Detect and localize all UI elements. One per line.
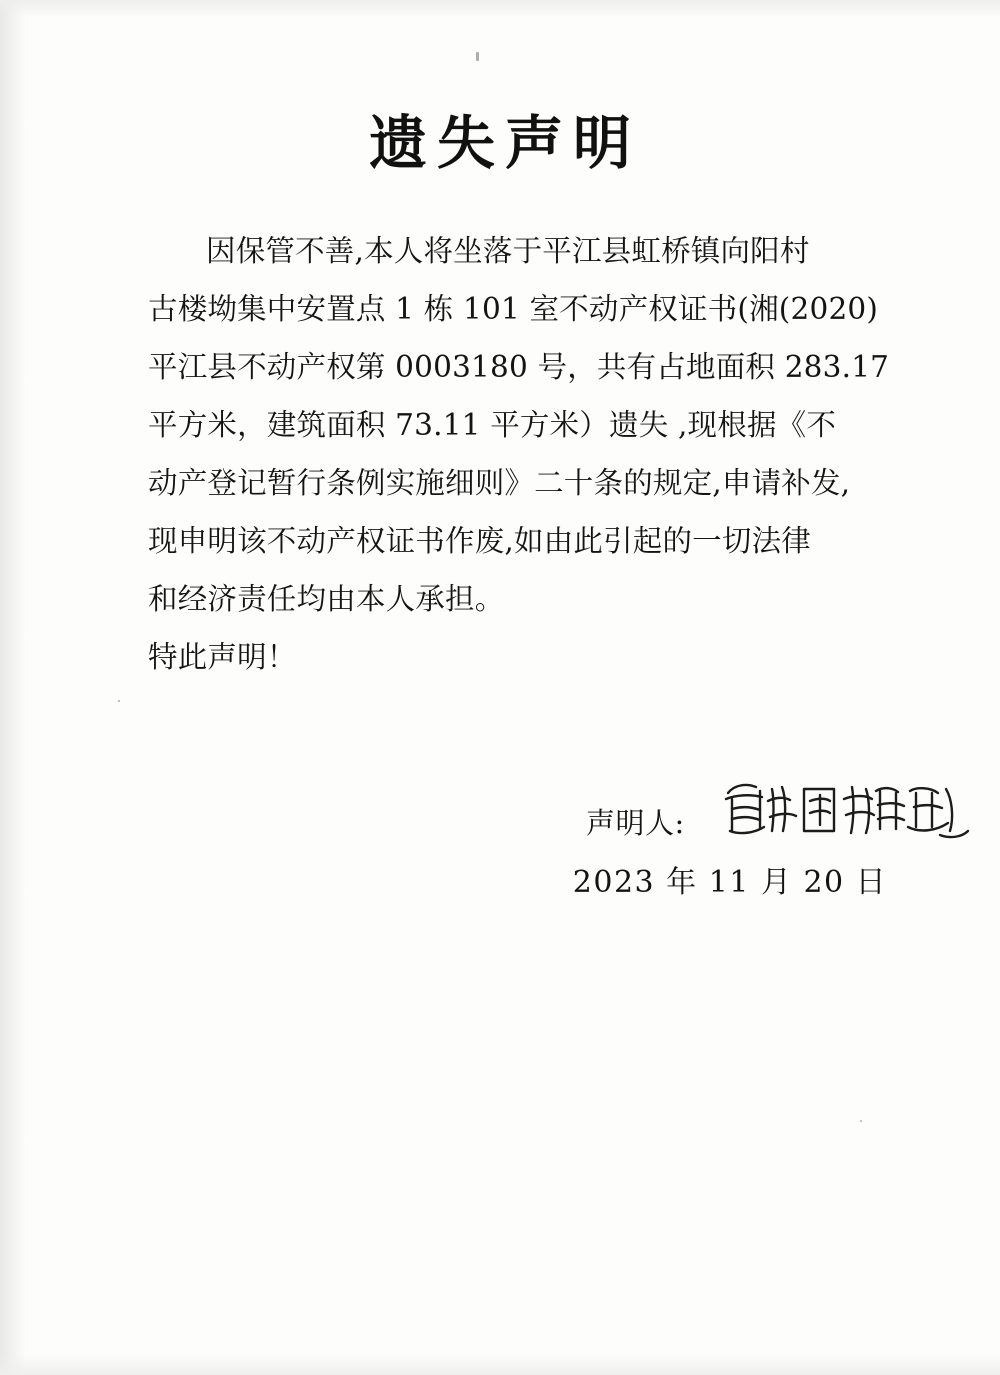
signature-block — [520, 795, 980, 900]
body-line: 特此声明！ — [148, 640, 297, 674]
signature-label: 声明人: — [586, 806, 685, 840]
page-title: 遗失声明 — [368, 109, 641, 177]
scan-speck — [118, 700, 120, 702]
signature-row — [520, 795, 980, 857]
body-line: 平江县不动产权第 0003180 号，共有占地面积 283.17 — [148, 350, 890, 384]
body-line: 动产登记暂行条例实施细则》二十条的规定,申请补发, — [148, 466, 851, 500]
body-line: 因保管不善,本人将坐落于平江县虹桥镇向阳村 — [206, 234, 810, 268]
body-line: 和经济责任均由本人承担。 — [148, 582, 505, 616]
declaration-body — [148, 222, 890, 686]
signature-date: 2023 年 11 月 20 日 — [572, 865, 888, 900]
scan-shadow-bottom — [0, 1353, 1000, 1375]
scan-shadow-left — [0, 0, 26, 1375]
body-line: 平方米，建筑面积 73.11 平方米）遗失 ,现根据《不 — [148, 408, 837, 442]
body-line: 现申明该不动产权证书作废,如由此引起的一切法律 — [148, 524, 811, 558]
handwritten-signature — [720, 773, 970, 843]
scan-speck — [860, 1120, 862, 1122]
body-line: 古楼坳集中安置点 1 栋 101 室不动产权证书(湘(2020) — [148, 292, 879, 326]
scan-speck — [476, 52, 479, 61]
scan-shadow-top — [0, 0, 1000, 18]
